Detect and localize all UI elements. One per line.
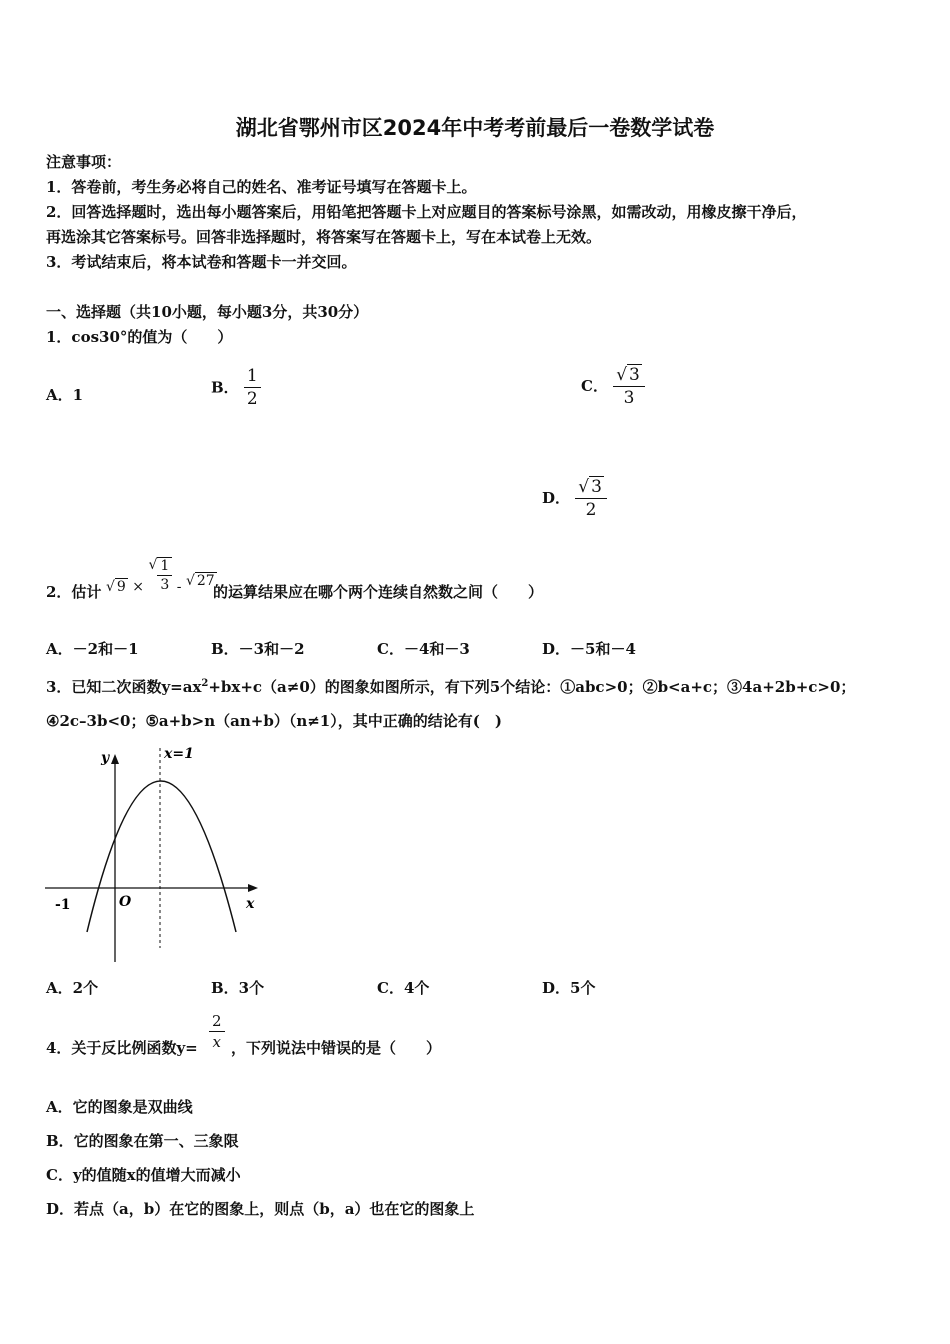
q3-option-c: C．4个 (377, 979, 430, 997)
q1-option-c: C． $\frac{√ 3}{3}$ (581, 364, 645, 408)
q3-option-a: A．2个 (46, 979, 99, 997)
q1-d-fraction: $\frac{√ 3}{2}$ (575, 476, 607, 520)
q2-option-d: D．－5和－4 (542, 640, 636, 658)
q2-option-c: C．－4和－3 (377, 640, 470, 658)
q4-suffix: ，下列说法中错误的是（ ） (231, 1039, 442, 1057)
q4-option-b: B．它的图象在第一、三象限 (46, 1132, 239, 1150)
q1-b-fraction: $\frac{1}{2}$ (244, 366, 261, 409)
notice-heading: 注意事项： (46, 153, 122, 171)
q1-c-fraction: $\frac{√ 3}{3}$ (613, 364, 645, 408)
q4-option-c: C．y的值随x的值增大而减小 (46, 1166, 241, 1184)
q1-option-b: B． $\frac{1}{2}$ (211, 366, 261, 409)
y-axis-arrow (111, 754, 119, 764)
q2-expression: √ 9 × √ $\frac{1}{3}$ - √ 27 (106, 557, 215, 595)
q4-fraction: $\frac{2}{x}$ (209, 1012, 225, 1051)
q2-suffix: 的运算结果应在哪个两个连续自然数之间（ ） (213, 583, 544, 601)
origin-label: O (119, 894, 132, 910)
q2-option-b: B．－3和－2 (211, 640, 305, 658)
notice-line-2b: 再选涂其它答案标号。回答非选择题时，将答案写在答题卡上，写在本试卷上无效。 (46, 228, 602, 246)
notice-line-3: 3．考试结束后，将本试卷和答题卡一并交回。 (46, 253, 357, 271)
q1-option-a: A．1 (46, 386, 84, 404)
q1-option-d: D． $\frac{√ 3}{2}$ (542, 476, 607, 520)
q3-line-2: ④2c–3b<0；⑤a+b>n（an+b）（n≠1），其中正确的结论有( ) (46, 712, 502, 730)
notice-line-2a: 2．回答选择题时，选出每小题答案后，用铅笔把答题卡上对应题目的答案标号涂黑，如需改动，用橡皮擦干净后， (46, 203, 807, 221)
q3-option-b: B．3个 (211, 979, 265, 997)
q4-option-d: D．若点（a，b）在它的图象上，则点（b，a）也在它的图象上 (46, 1200, 475, 1218)
q3-parabola-graph (40, 740, 270, 970)
q1-stem: 1．cos30°的值为（ ） (46, 328, 233, 346)
q2-prefix: 2．估计 (46, 583, 102, 601)
q3-line-1: 3．已知二次函数$y=ax^2+bx+c(a\ne 0)$的图象如图所示，有下列5个结论：①abc>0；②b<a+c；③4a+2b+c>0； (46, 678, 856, 696)
y-label: y (101, 750, 110, 766)
symmetry-label: x=1 (164, 746, 194, 762)
section-heading: 一、选择题（共10小题，每小题3分，共30分） (46, 303, 369, 321)
parabola-curve (87, 781, 236, 932)
q4-option-a: A．它的图象是双曲线 (46, 1098, 193, 1116)
q4-prefix: 4．关于反比例函数y= (46, 1039, 198, 1057)
page-title: 湖北省鄂州市区2024年中考考前最后一卷数学试卷 (235, 116, 715, 140)
q3-option-d: D．5个 (542, 979, 596, 997)
notice-line-1: 1．答卷前，考生务必将自己的姓名、准考证号填写在答题卡上。 (46, 178, 477, 196)
neg-one-label: -1 (55, 897, 71, 913)
x-label: x (246, 896, 255, 912)
q2-option-a: A．－2和－1 (46, 640, 139, 658)
x-axis-arrow (248, 884, 258, 892)
